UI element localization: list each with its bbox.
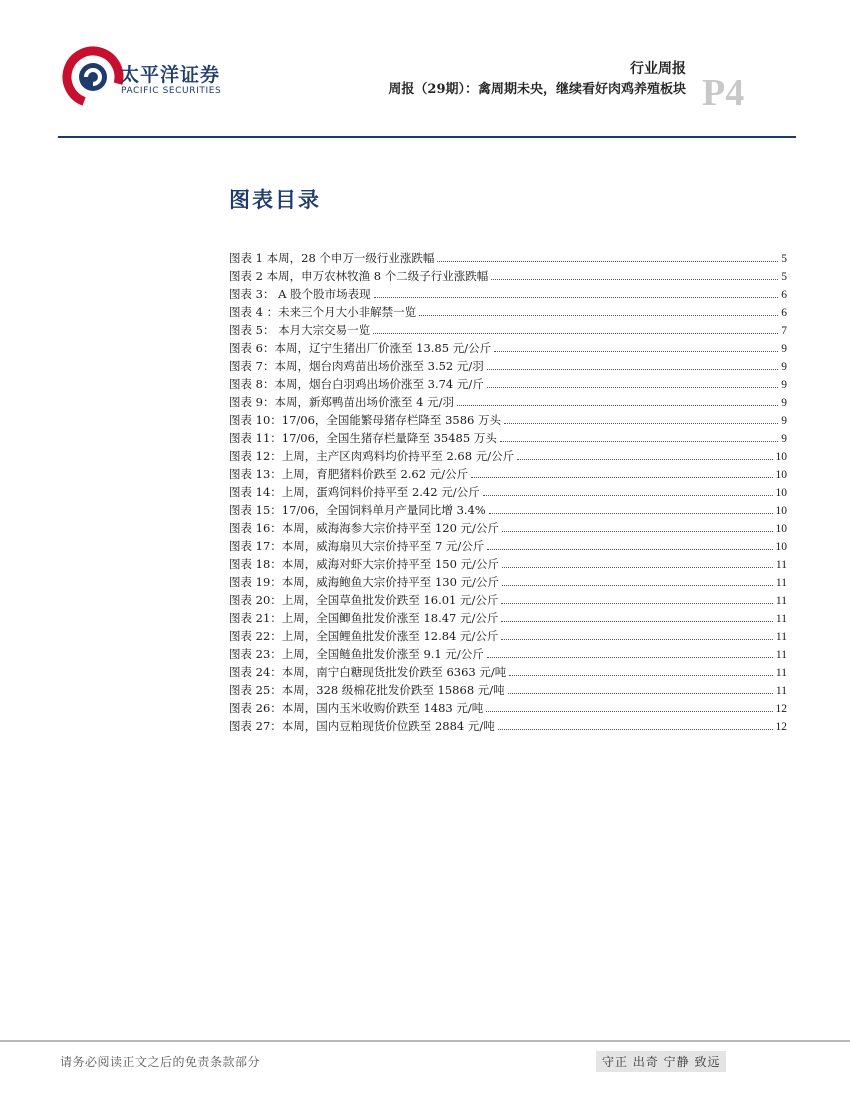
toc-entry-label: 图表 20：上周，全国草鱼批发价跌至 16.01 元/公斤	[229, 593, 499, 607]
toc-entry[interactable]	[229, 303, 787, 321]
toc-entry-page: 10	[775, 469, 787, 481]
toc-entry[interactable]	[229, 717, 787, 735]
toc-entry[interactable]	[229, 645, 787, 663]
toc-dot-leader	[502, 574, 773, 586]
toc-entry-page: 6	[781, 307, 787, 319]
toc-dot-leader	[487, 646, 773, 658]
toc-dot-leader	[483, 484, 773, 496]
toc-dot-leader	[494, 340, 778, 352]
footer-divider	[0, 1040, 850, 1042]
toc-entry-page: 11	[775, 577, 787, 589]
toc-entry-page: 10	[775, 487, 787, 499]
toc-dot-leader	[509, 664, 773, 676]
toc-dot-leader	[500, 430, 778, 442]
toc-entry-page: 11	[775, 649, 787, 661]
toc-entry-page: 9	[781, 361, 787, 373]
toc-dot-leader	[487, 358, 778, 370]
toc-entry[interactable]	[229, 555, 787, 573]
toc-dot-leader	[501, 628, 773, 640]
toc-entry[interactable]	[229, 519, 787, 537]
toc-entry-label: 图表 10：17/06，全国能繁母猪存栏降至 3586 万头	[229, 413, 502, 427]
toc-dot-leader	[486, 700, 772, 712]
toc-entry-page: 11	[775, 631, 787, 643]
toc-dot-leader	[491, 268, 778, 280]
toc-entry[interactable]	[229, 465, 787, 483]
toc-entry-page: 9	[781, 415, 787, 427]
toc-entry-label: 图表 8：本周，烟台白羽鸡出场价涨至 3.74 元/斤	[229, 377, 484, 391]
toc-dot-leader	[501, 610, 773, 622]
toc-entry-label: 图表 21：上周，全国鲫鱼批发价涨至 18.47 元/公斤	[229, 611, 499, 625]
toc-dot-leader	[489, 502, 773, 514]
toc-entry-page: 9	[781, 379, 787, 391]
toc-entry-page: 11	[775, 559, 787, 571]
toc-dot-leader	[419, 304, 778, 316]
toc-entry-label: 图表 16：本周，威海海参大宗价持平至 120 元/公斤	[229, 521, 499, 535]
toc-dot-leader	[457, 394, 778, 406]
toc-entry-label: 图表 18：本周，威海对虾大宗价持平至 150 元/公斤	[229, 557, 499, 571]
toc-dot-leader	[437, 250, 778, 262]
toc-entry[interactable]	[229, 411, 787, 429]
toc-entry-label: 图表 2 本周，申万农林牧渔 8 个二级子行业涨跌幅	[229, 269, 489, 283]
toc-entry-page: 11	[775, 613, 787, 625]
toc-entry[interactable]	[229, 573, 787, 591]
toc-entry[interactable]	[229, 429, 787, 447]
toc-entry[interactable]	[229, 627, 787, 645]
toc-dot-leader	[374, 286, 779, 298]
toc-entry[interactable]	[229, 447, 787, 465]
report-title: 周报（29期）：禽周期未央，继续看好肉鸡养殖板块	[388, 82, 686, 97]
toc-dot-leader	[502, 520, 773, 532]
pacific-securities-logo-icon	[62, 46, 124, 108]
toc-entry[interactable]	[229, 357, 787, 375]
toc-entry-label: 图表 19：本周，威海鲍鱼大宗价持平至 130 元/公斤	[229, 575, 499, 589]
toc-entry-page: 10	[775, 541, 787, 553]
toc-entry-label: 图表 13：上周，育肥猪料价跌至 2.62 元/公斤	[229, 467, 469, 481]
footer-motto: 守正 出奇 宁静 致远	[596, 1051, 726, 1072]
toc-entry[interactable]	[229, 339, 787, 357]
toc-entry-page: 7	[781, 325, 787, 337]
toc-entry[interactable]	[229, 375, 787, 393]
toc-entry-page: 9	[781, 397, 787, 409]
toc-entry[interactable]	[229, 591, 787, 609]
toc-entry-label: 图表 11：17/06，全国生猪存栏量降至 35485 万头	[229, 431, 497, 445]
toc-dot-leader	[502, 556, 773, 568]
toc-entry-label: 图表 14：上周，蛋鸡饲料价持平至 2.42 元/公斤	[229, 485, 480, 499]
toc-entry-label: 图表 4 ：未来三个月大小非解禁一览	[229, 305, 417, 319]
toc-entry-page: 5	[781, 271, 787, 283]
toc-entry[interactable]	[229, 537, 787, 555]
toc-entry-page: 11	[775, 595, 787, 607]
toc-dot-leader	[487, 376, 778, 388]
toc-entry[interactable]	[229, 285, 787, 303]
toc-entry-page: 11	[775, 667, 787, 679]
toc-title: 图表目录	[229, 187, 321, 212]
toc-entry-page: 11	[775, 685, 787, 697]
footer-disclaimer: 请务必阅读正文之后的免责条款部分	[60, 1055, 261, 1069]
toc-entry[interactable]	[229, 321, 787, 339]
toc-entry[interactable]	[229, 483, 787, 501]
toc-entry-label: 图表 26：本周，国内玉米收购价跌至 1483 元/吨	[229, 701, 484, 715]
toc-dot-leader	[471, 466, 772, 478]
toc-entry-label: 图表 23：上周，全国鲢鱼批发价涨至 9.1 元/公斤	[229, 647, 484, 661]
toc-entry-label: 图表 17：本周，威海扇贝大宗价持平至 7 元/公斤	[229, 539, 485, 553]
toc-entry-label: 图表 3： A 股个股市场表现	[229, 287, 371, 301]
toc-entry-page: 10	[775, 451, 787, 463]
toc-dot-leader	[498, 718, 773, 730]
toc-entry[interactable]	[229, 699, 787, 717]
brand-name-cn: 太平洋证券	[120, 64, 221, 86]
toc-dot-leader	[517, 448, 772, 460]
toc-entry-label: 图表 12：上周，主产区肉鸡料均价持平至 2.68 元/公斤	[229, 449, 515, 463]
toc-entry[interactable]	[229, 681, 787, 699]
toc-dot-leader	[373, 322, 778, 334]
toc-list	[229, 249, 787, 735]
toc-entry-page: 10	[775, 505, 787, 517]
page-number: P4	[702, 72, 745, 114]
toc-entry-label: 图表 27：本周，国内豆粕现货价位跌至 2884 元/吨	[229, 719, 495, 733]
toc-entry-label: 图表 5： 本月大宗交易一览	[229, 323, 371, 337]
brand-name-en: PACIFIC SECURITIES	[121, 86, 222, 96]
toc-entry[interactable]	[229, 609, 787, 627]
toc-entry-label: 图表 15：17/06，全国饲料单月产量同比增 3.4%	[229, 503, 486, 517]
toc-entry-label: 图表 22：上周，全国鲤鱼批发价涨至 12.84 元/公斤	[229, 629, 499, 643]
toc-entry[interactable]	[229, 393, 787, 411]
toc-entry-page: 9	[781, 343, 787, 355]
header-divider	[58, 136, 796, 138]
toc-entry-label: 图表 24：本周，南宁白糖现货批发价跌至 6363 元/吨	[229, 665, 507, 679]
toc-entry-label: 图表 9：本周，新郑鸭苗出场价涨至 4 元/羽	[229, 395, 454, 409]
toc-entry-page: 10	[775, 523, 787, 535]
toc-dot-leader	[487, 538, 772, 550]
toc-entry-page: 12	[775, 721, 787, 733]
toc-entry-page: 9	[781, 433, 787, 445]
toc-entry[interactable]	[229, 663, 787, 681]
toc-entry-label: 图表 1 本周，28 个申万一级行业涨跌幅	[229, 251, 435, 265]
toc-entry-label: 图表 25：本周，328 级棉花批发价跌至 15868 元/吨	[229, 683, 505, 697]
toc-entry[interactable]	[229, 249, 787, 267]
toc-entry-label: 图表 6：本周，辽宁生猪出厂价涨至 13.85 元/公斤	[229, 341, 492, 355]
toc-entry-page: 12	[775, 703, 787, 715]
toc-entry-label: 图表 7：本周，烟台肉鸡苗出场价涨至 3.52 元/羽	[229, 359, 484, 373]
toc-entry[interactable]	[229, 267, 787, 285]
toc-entry-page: 5	[781, 253, 787, 265]
toc-entry[interactable]	[229, 501, 787, 519]
report-type: 行业周报	[630, 61, 686, 77]
toc-dot-leader	[501, 592, 773, 604]
toc-dot-leader	[508, 682, 773, 694]
toc-entry-page: 6	[781, 289, 787, 301]
toc-dot-leader	[504, 412, 778, 424]
